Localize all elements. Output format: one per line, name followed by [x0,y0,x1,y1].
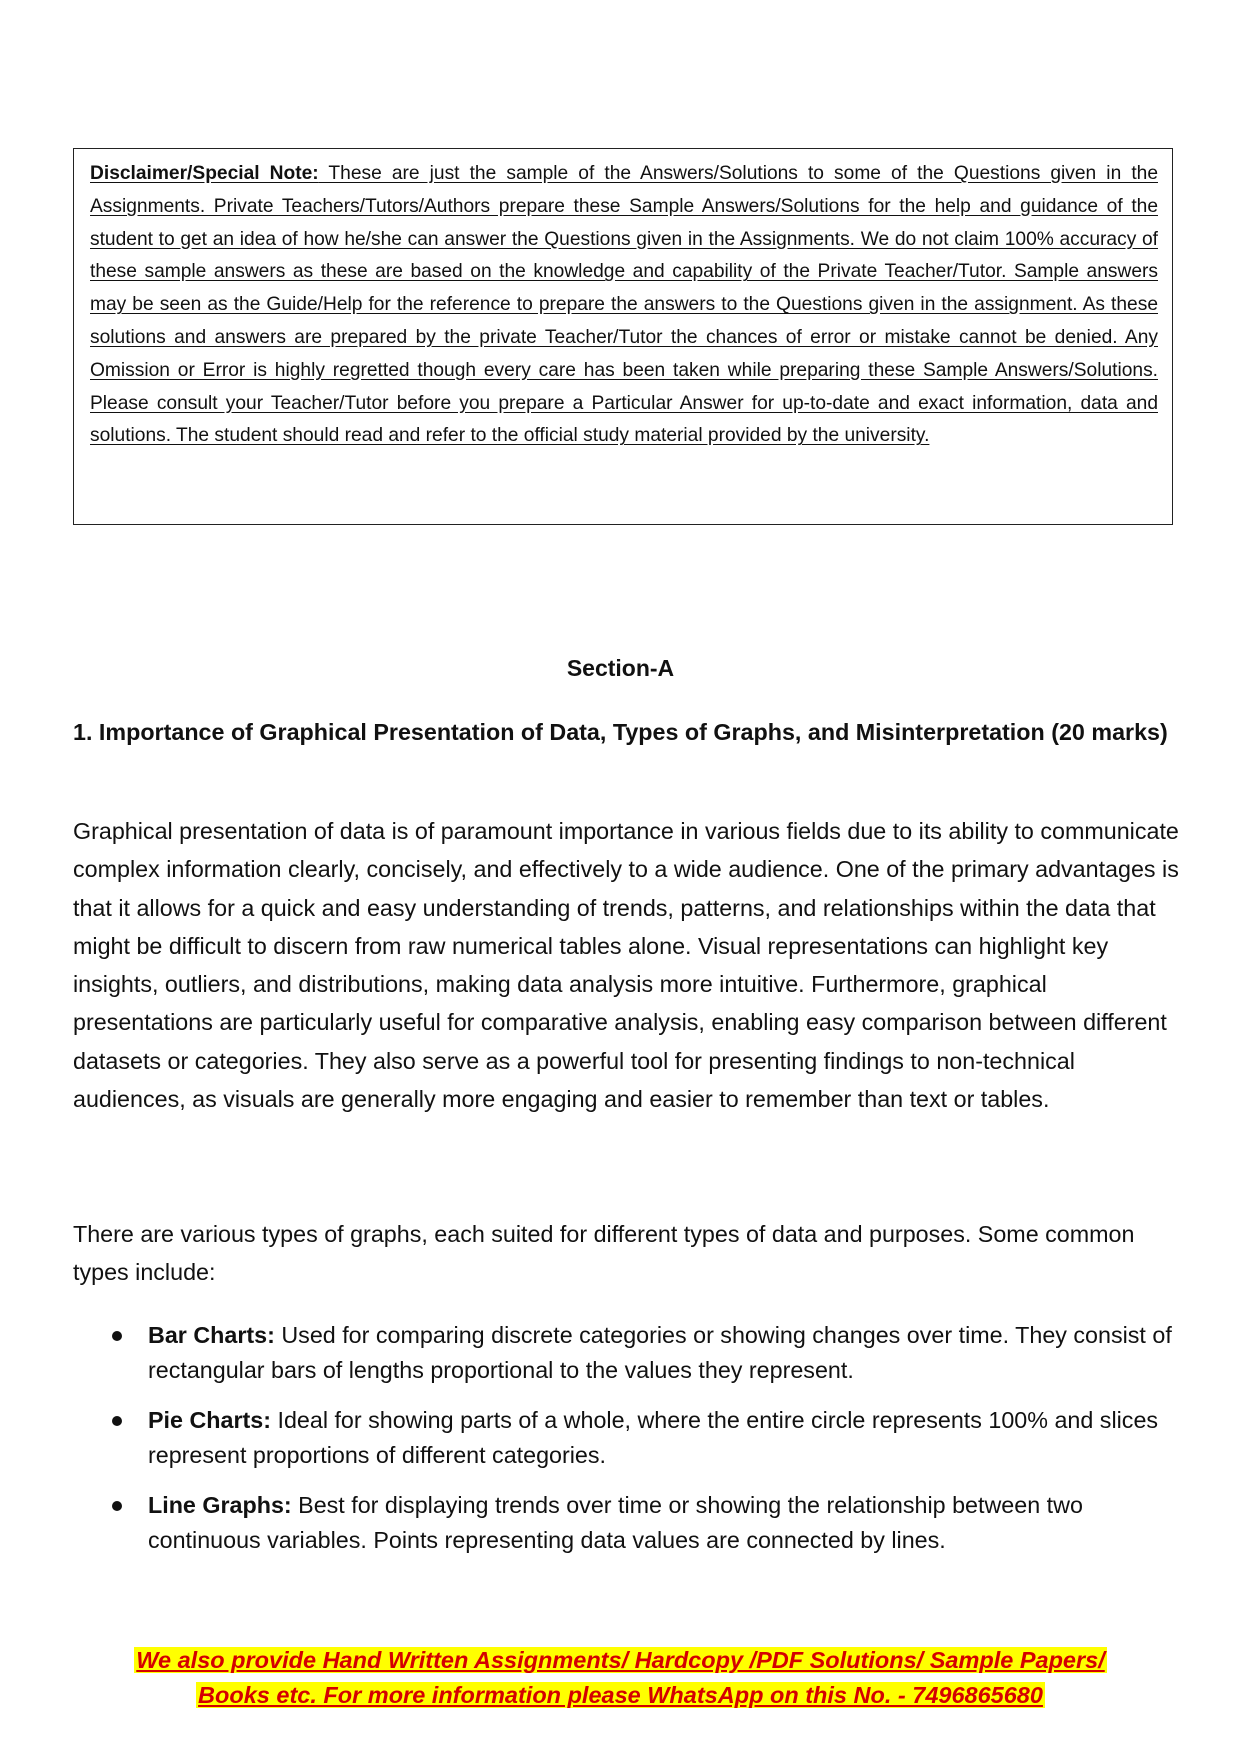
bullet-icon [112,1416,122,1426]
disclaimer-paragraph [90,158,1158,453]
question-heading: 1. Importance of Graphical Presentation of Data, Types of Graphs, and Misinterpretation (20 marks) [73,719,1168,745]
list-item-line-graphs [73,1488,1183,1558]
graph-type-name: Line Graphs: [148,1492,292,1518]
promo-line-2: Books etc. For more information please WhatsApp on this No. - 7496865680 [198,1682,1043,1708]
importance-paragraph: Graphical presentation of data is of paramount importance in various fields due to its ability to communicate complex information clearly, concisely, and effectively to a wide audience. One of the primary advantages is that it allows for a quick and easy understanding of trends, patterns, and relationships within the data that might be difficult to discern from raw numerical tables alone. Visual representations can highlight key insights, outliers, and distributions, making data analysis more intuitive. Furthermore, graphical presentations are particularly useful for comparative analysis, enabling easy comparison between different datasets or categories. They also serve as a powerful tool for presenting findings to non-technical audiences, as visuals are generally more engaging and easier to remember than text or tables. [73,818,1179,1113]
graph-types-list [73,1318,1183,1573]
disclaimer-box [73,148,1173,525]
promo-footer [0,1643,1241,1713]
graph-type-description: Used for comparing discrete categories or showing changes over time. They consist of rectangular bars of lengths proportional to the values they represent. [148,1322,1172,1383]
graph-type-name: Pie Charts: [148,1407,271,1433]
graph-types-intro: There are various types of graphs, each suited for different types of data and purposes. Some common types include: [73,1221,1135,1286]
disclaimer-text: These are just the sample of the Answers/Solutions to some of the Questions given in the Assignments. Private Teachers/Tutors/Authors prepare these Sample Answers/Solutions for the help and guidance of the student to get an idea of how he/she can answer the Questions given in the Assignments. We do not claim 100% accuracy of these sample answers as these are based on the knowledge and capability of the Private Teacher/Tutor. Sample answers may be seen as the Guide/Help for the reference to prepare the answers to the Questions given in the assignment. As these solutions and answers are prepared by the private Teacher/Tutor the chances of error or mistake cannot be denied. Any Omission or Error is highly regretted though every care has been taken while preparing these Sample Answers/Solutions. Please consult your Teacher/Tutor before you prepare a Particular Answer for up-to-date and exact information, data and solutions. The student should read and refer to the official study material provided by the university. [90,163,1158,447]
list-item-bar-charts [73,1318,1183,1388]
section-title: Section-A [566,655,675,681]
graph-type-description: Best for displaying trends over time or showing the relationship between two continuous variables. Points representing data values are connected by lines. [148,1492,1083,1553]
list-item-pie-charts [73,1403,1183,1473]
bullet-icon [112,1331,122,1341]
graph-type-name: Bar Charts: [148,1322,275,1348]
bullet-icon [112,1501,122,1511]
disclaimer-label: Disclaimer/Special Note: [90,163,319,184]
graph-type-description: Ideal for showing parts of a whole, where the entire circle represents 100% and slices represent proportions of different categories. [148,1407,1159,1468]
promo-line-1: We also provide Hand Written Assignments/ Hardcopy /PDF Solutions/ Sample Papers/ [136,1647,1105,1673]
